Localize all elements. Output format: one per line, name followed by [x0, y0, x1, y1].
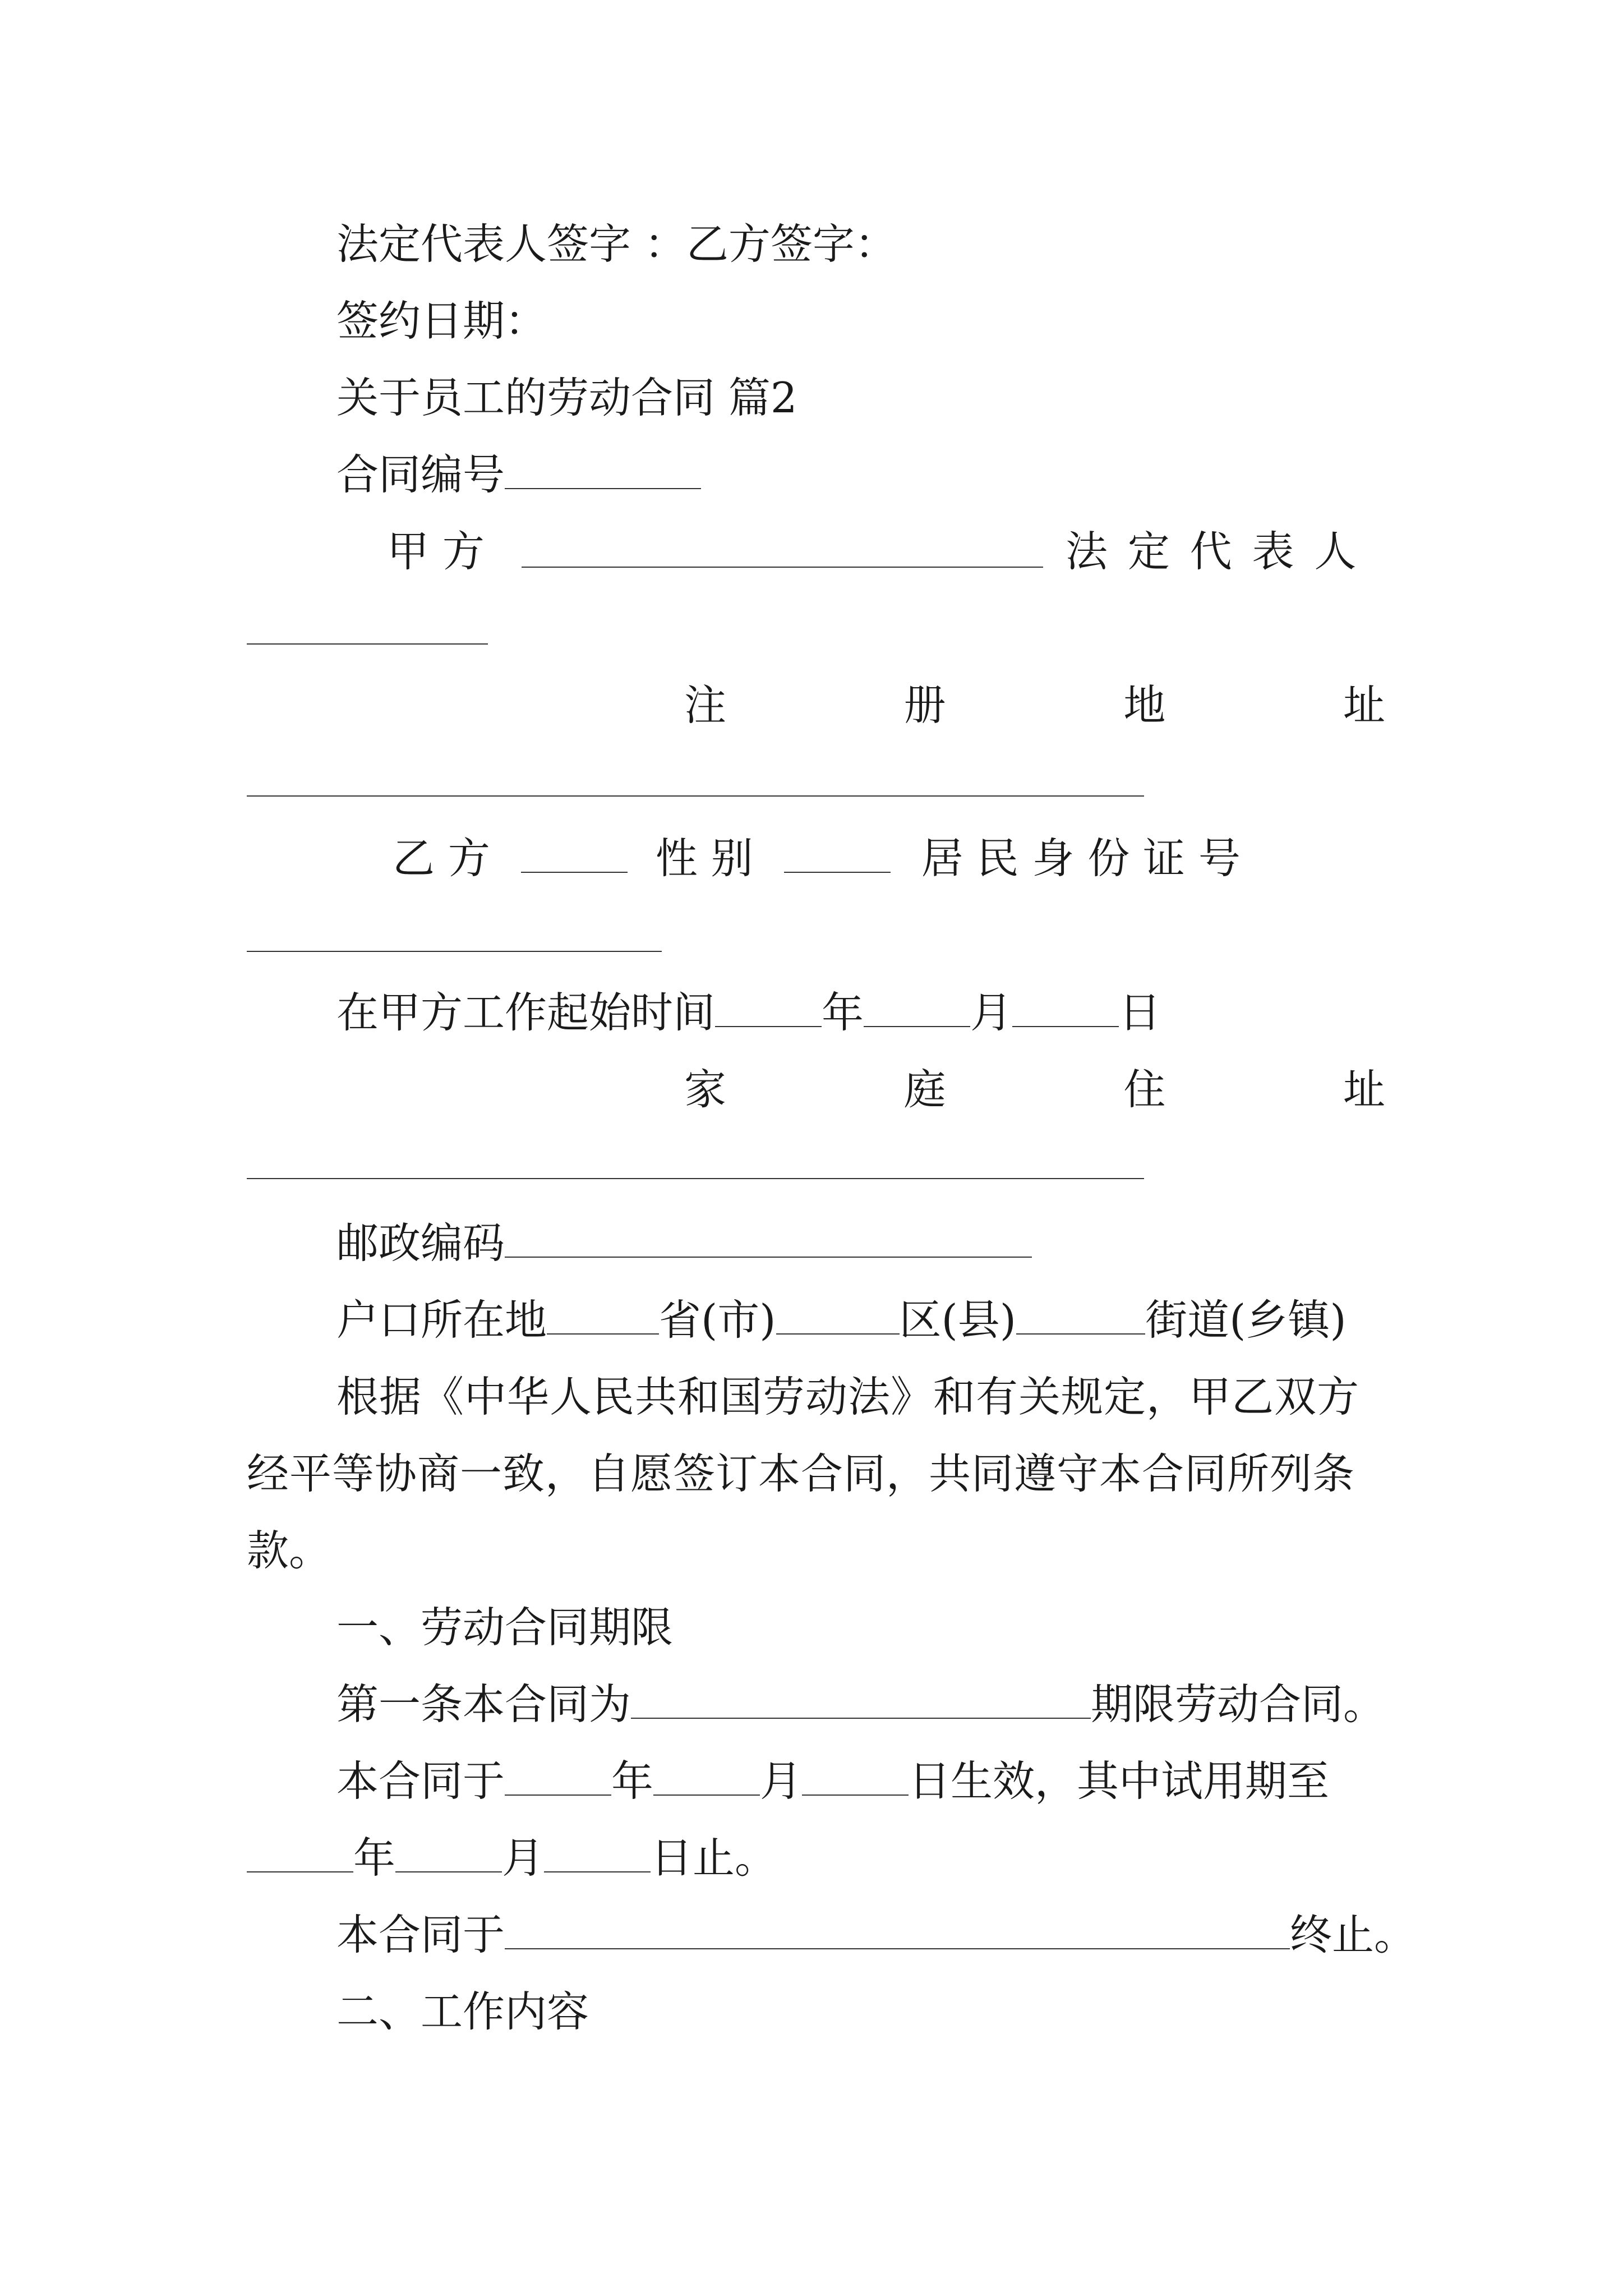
sign-date-line: 签约日期： [336, 296, 547, 346]
party-a-blank [522, 567, 1043, 568]
gender-label: 性 别 [655, 834, 753, 883]
signature-line: 法定代表人签字 ：乙方签字： [336, 219, 897, 269]
party-a-line [387, 523, 485, 579]
postal-code-line: 邮政编码 [336, 1215, 1032, 1271]
household-register-line: 户口所在地 省(市) 区(县) 街道(乡镇) [336, 1295, 1347, 1345]
registered-address-label: 注 册 地 址 [684, 680, 1385, 730]
probation-end-line: 年 月 日止。 [247, 1830, 777, 1886]
termination-line: 本合同于 终止。 [336, 1910, 1417, 1959]
body-paragraph-line-1: 根据《中华人民共和国劳动法》和有关规定，甲乙双方 [336, 1372, 1360, 1421]
body-paragraph-line-2: 经平等协商一致，自愿签订本合同，共同遵守本合同所列条 [247, 1449, 1355, 1498]
body-paragraph-line-3: 款。 [247, 1526, 331, 1575]
id-number-blank [247, 951, 662, 952]
effective-date-line: 本合同于 年 月 日生效，其中试用期至 [336, 1756, 1330, 1806]
legal-rep-blank [247, 643, 488, 645]
party-b-line [393, 830, 1241, 886]
legal-rep-label: 法 定 代 表 人 [1066, 527, 1360, 576]
article-one-line: 第一条本合同为 期限劳动合同。 [336, 1680, 1386, 1729]
contract-number-line [336, 447, 701, 503]
section-heading: 关于员工的劳动合同 篇2 [336, 373, 797, 422]
contract-number-blank [505, 449, 701, 489]
id-number-label: 居 民 身 份 证 号 [921, 834, 1241, 883]
home-address-label: 家 庭 住 址 [684, 1065, 1385, 1114]
gender-blank [784, 832, 891, 873]
party-b-label: 乙 方 [393, 834, 490, 883]
party-a-label: 甲 方 [387, 527, 485, 576]
start-date-line: 在甲方工作起始时间 年 月 日 [336, 988, 1161, 1037]
section-two-heading: 二、工作内容 [336, 1987, 589, 2036]
postal-code-blank [505, 1217, 1032, 1258]
party-b-blank [521, 832, 628, 873]
section-one-heading: 一、劳动合同期限 [336, 1603, 674, 1652]
contract-number-label: 合同编号 [336, 450, 505, 499]
home-address-blank [247, 1178, 1144, 1179]
registered-address-blank [247, 795, 1144, 797]
